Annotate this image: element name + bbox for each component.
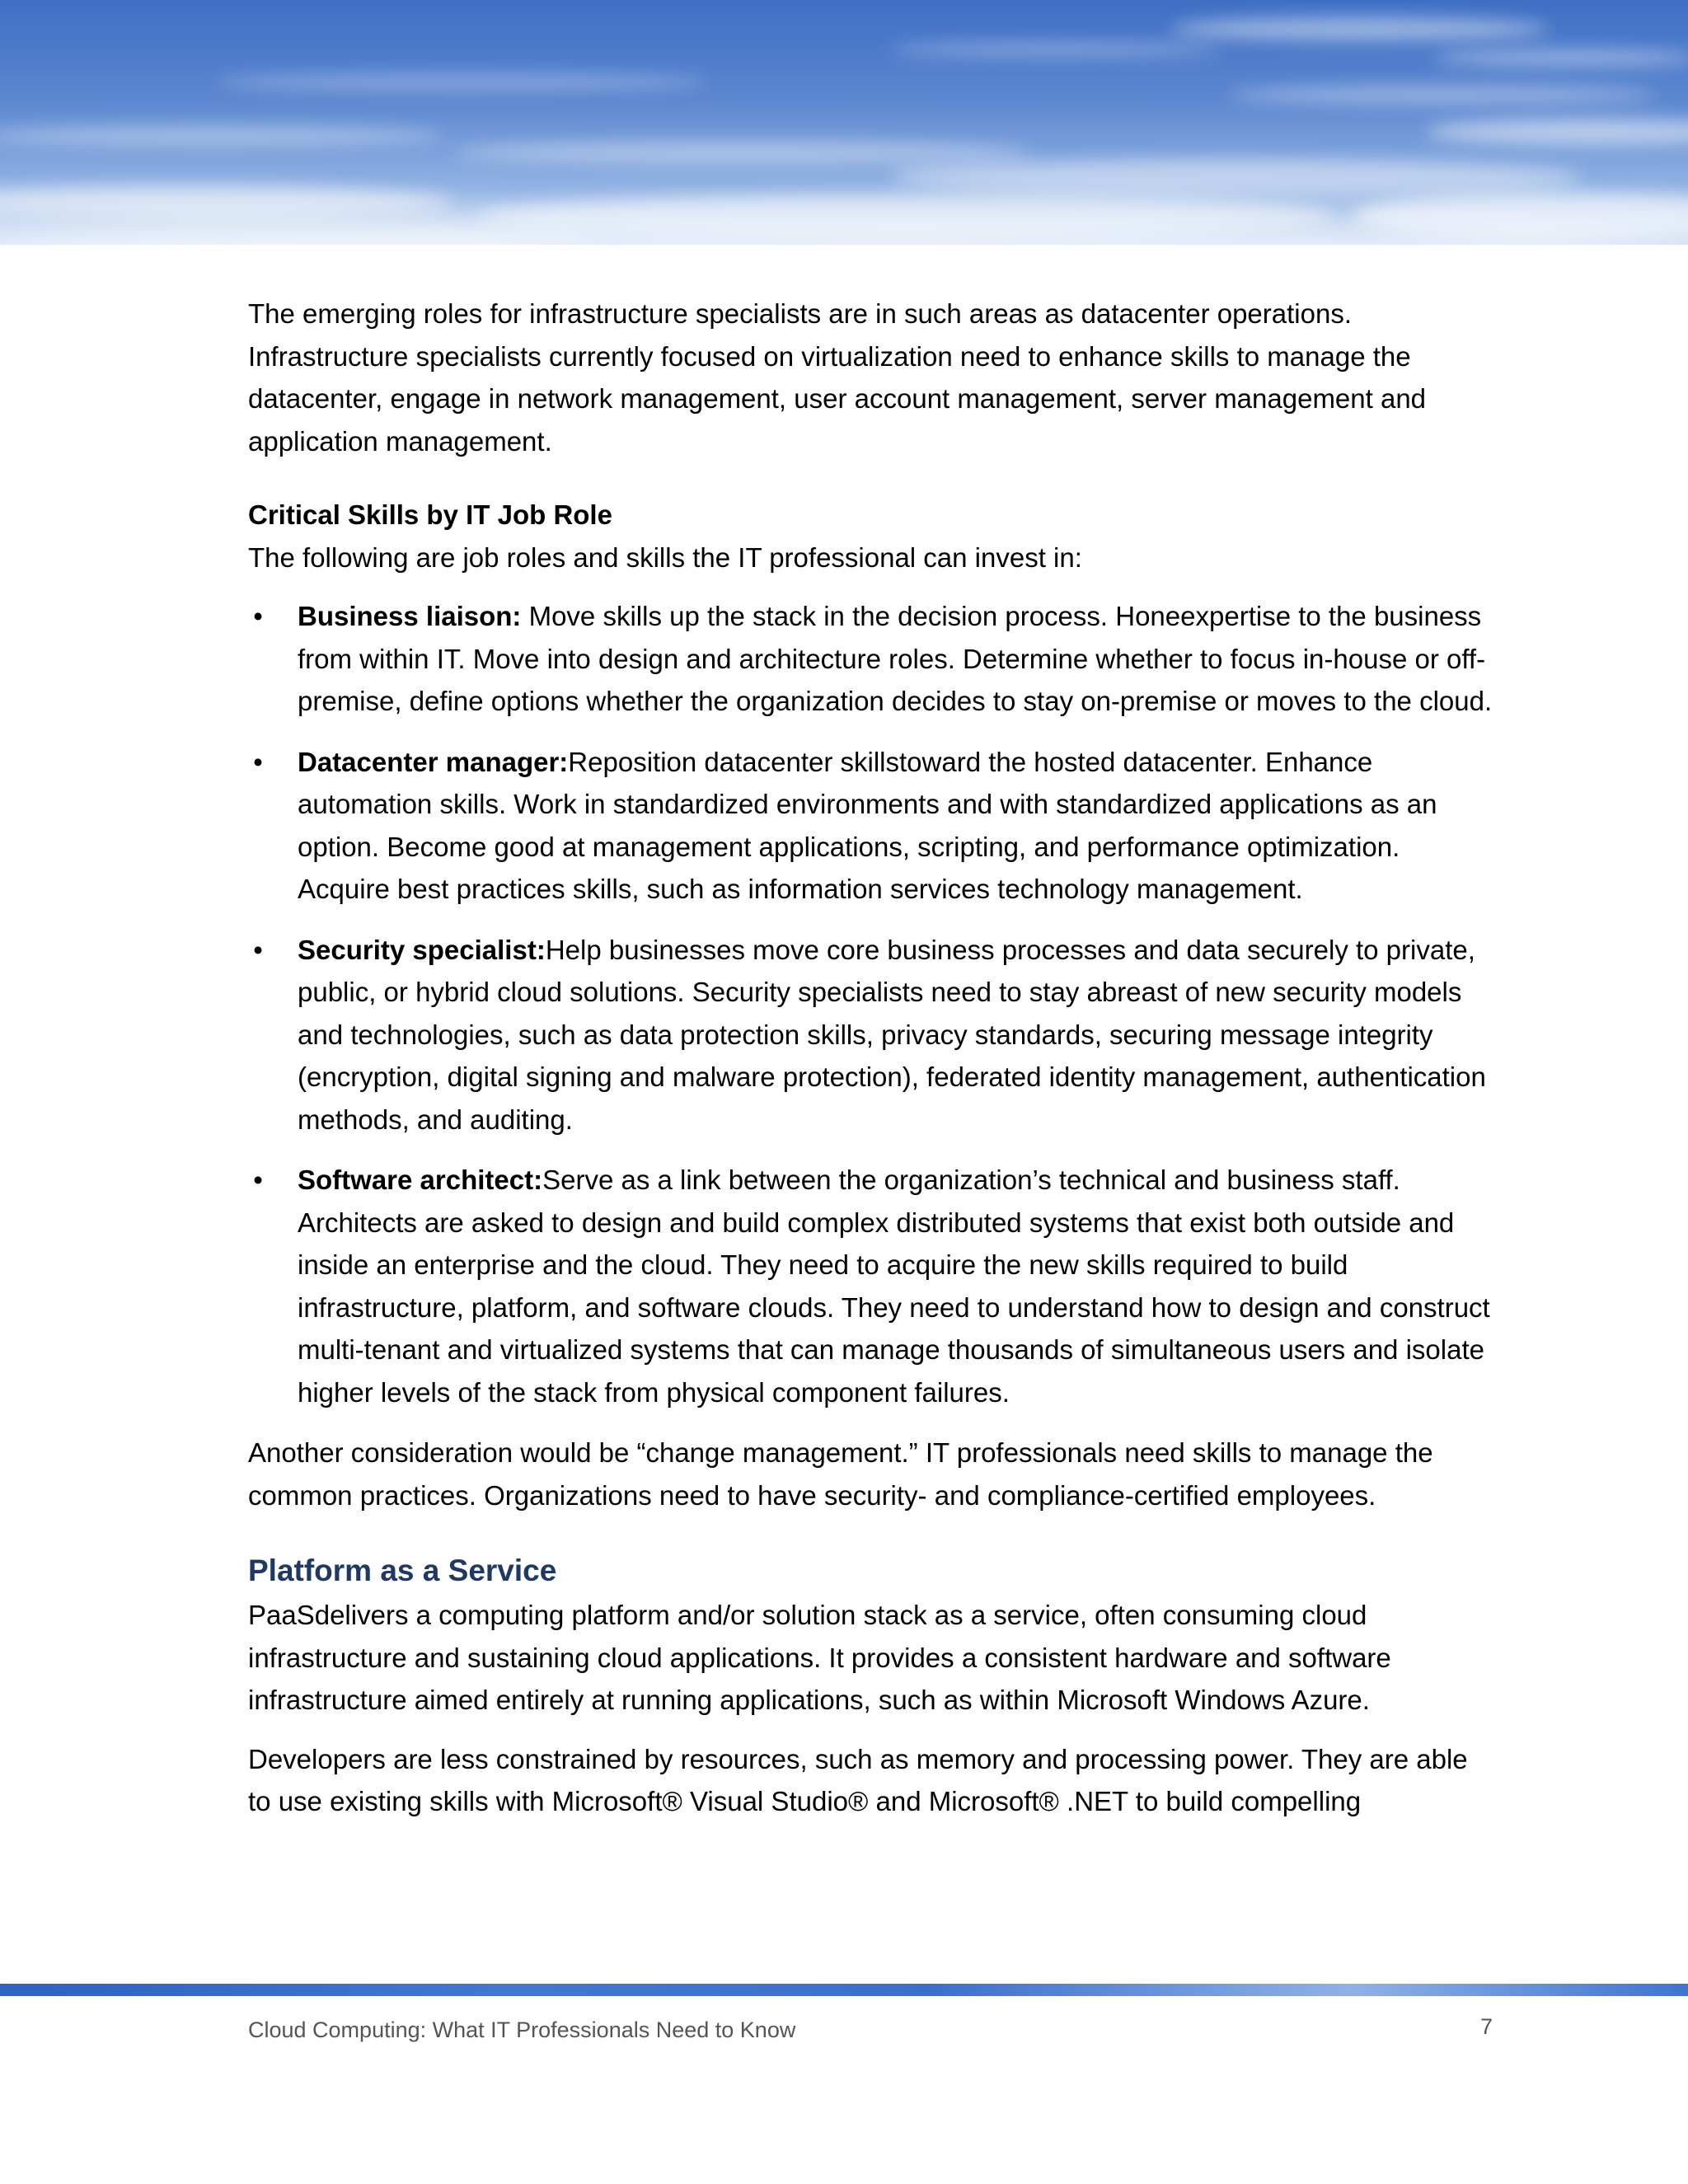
bullet-icon: • [253,1165,263,1195]
change-management-paragraph: Another consideration would be “change management.” IT professionals need skills to manage the common practices. Organizations need to have security- and compliance-certified employees. [248,1437,1433,1511]
list-item-security-specialist [248,929,1493,1141]
footer-document-title: Cloud Computing: What IT Professionals Need to Know [248,2018,796,2042]
paas-heading: Platform as a Service [248,1554,557,1587]
role-description: Reposition datacenter skillstoward the hosted datacenter. Enhance automation skills. Work in standardized environments and with standardized applications as an option. Become good at management applications, scripting, and performance optimization. Acquire best practices skills, such as information services technology management. [298,746,1437,904]
bullet-icon: • [253,934,263,965]
role-term: Software architect: [298,1165,543,1195]
list-item-business-liaison [248,595,1493,723]
paas-paragraph-2: Developers are less constrained by resources, such as memory and processing power. They are able to use existing skills with Microsoft® Visual Studio® and Microsoft® .NET to build compelling [248,1743,1468,1816]
page-number: 7 [1480,2014,1493,2039]
critical-skills-heading: Critical Skills by IT Job Role [248,499,612,530]
document-body [248,293,1493,1823]
intro-paragraph: The emerging roles for infrastructure specialists are in such areas as datacenter operations. Infrastructure specialists currently focused on virtualization need to enhance skills to manage the datacenter, engage in network management, user account management, server management and application management. [248,298,1427,457]
cloud-streaks-image [0,0,1688,245]
critical-skills-lead: The following are job roles and skills the IT professional can invest in: [248,541,1082,573]
paas-paragraph-1: PaaSdelivers a computing platform and/or solution stack as a service, often consuming cloud infrastructure and sustaining cloud applications. It provides a consistent hardware and software infrastructure aimed entirely at running applications, such as within Microsoft Windows Azure. [248,1600,1391,1715]
role-term: Security specialist: [298,934,546,965]
bullet-icon: • [253,601,263,631]
role-description: Serve as a link between the organization’s technical and business staff. Architects are asked to design and build complex distributed systems that exist both outside and inside an enterprise and the cloud. They need to acquire the new skills required to build infrastructure, platform, and software clouds. They need to understand how to design and construct multi-tenant and virtualized systems that can manage thousands of simultaneous users and isolate higher levels of the stack from physical component failures. [298,1165,1490,1408]
list-item-datacenter-manager [248,741,1493,911]
job-roles-list [248,595,1493,1413]
bullet-icon: • [253,746,263,777]
role-term: Business liaison: [298,601,522,631]
header-sky-banner [0,0,1688,245]
role-description: Help businesses move core business processes and data securely to private, public, or hybrid cloud solutions. Security specialists need to stay abreast of new security models and technologies, such as data protection skills, privacy standards, securing message integrity (encryption, digital signing and malware protection), federated identity management, authentication methods, and auditing. [298,934,1486,1135]
footer-divider-bar [0,1984,1688,1996]
list-item-software-architect [248,1159,1493,1413]
role-description: Move skills up the stack in the decision process. Honeexpertise to the business from within IT. Move into design and architecture roles. Determine whether to focus in-house or off-premise, define options whether the organization decides to stay on-premise or moves to the cloud. [298,601,1493,716]
role-term: Datacenter manager: [298,746,569,777]
